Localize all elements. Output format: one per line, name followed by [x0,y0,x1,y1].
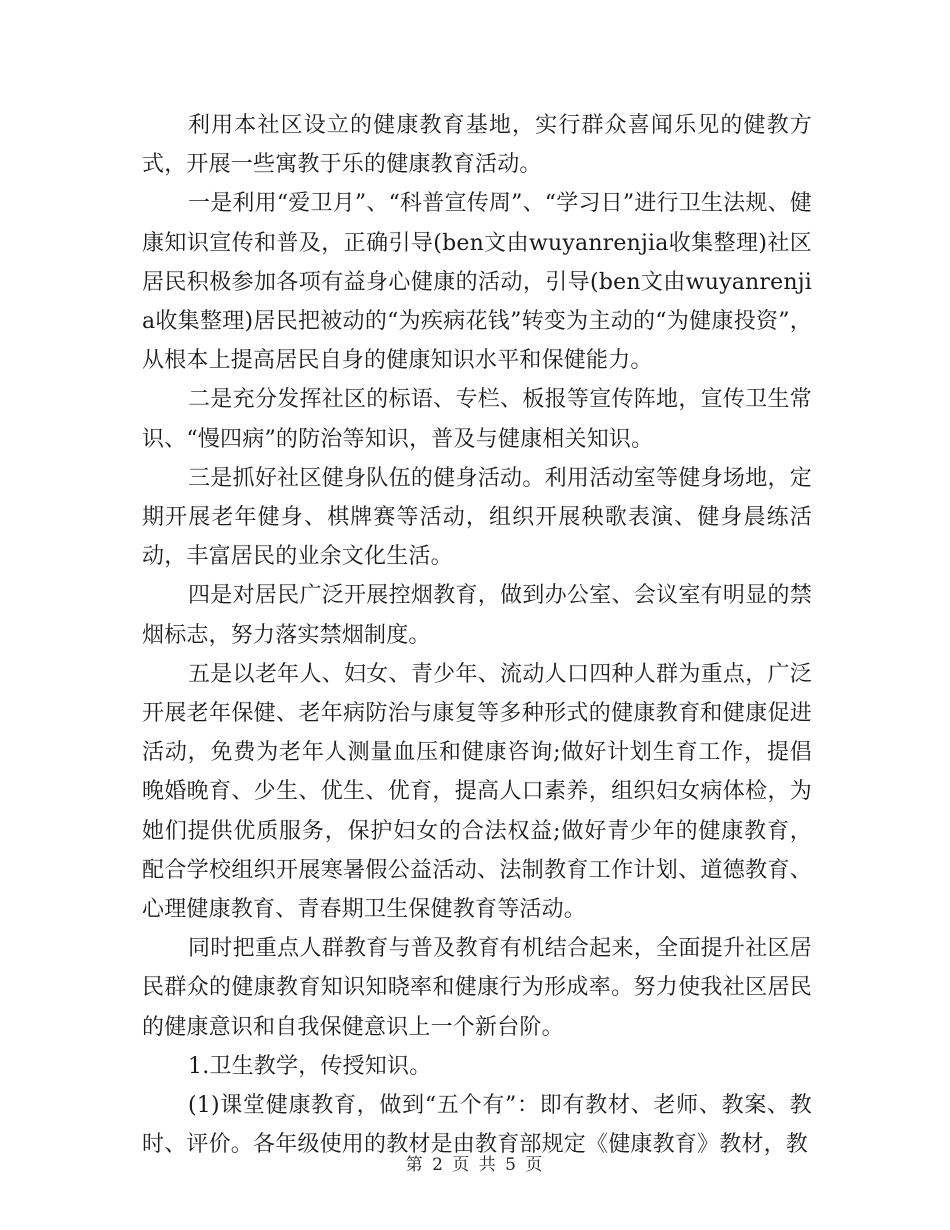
paragraph-6: 五是以老年人、妇女、青少年、流动人口四种人群为重点，广泛开展老年保健、老年病防治与康复等多种形式的健康教育和健康促进活动，免费为老年人测量血压和健康咨询;做好计划生育工作，提倡晚婚晚育、少生、优生、优育，提高人口素养，组织妇女病体检，为她们提供优质服务，保护妇女的合法权益;做好青少年的健康教育，配合学校组织开展寒暑假公益活动、法制教育工作计划、道德教育、心理健康教育、青春期卫生保健教育等活动。 [142,661,812,923]
paragraph-4: 三是抓好社区健身队伍的健身活动。利用活动室等健身场地，定期开展老年健身、棋牌赛等活动，组织开展秧歌表演、健身晨练活动，丰富居民的业余文化生活。 [142,465,812,570]
paragraph-7: 同时把重点人群教育与普及教育有机结合起来，全面提升社区居民群众的健康教育知识知晓率和健康行为形成率。努力使我社区居民的健康意识和自我保健意识上一个新台阶。 [142,936,812,1040]
paragraph-3: 二是充分发挥社区的标语、专栏、板报等宣传阵地，宣传卫生常识、“慢四病”的防治等知识，普及与健康相关知识。 [142,387,812,452]
document-body [142,106,812,1164]
paragraph-8: 1.卫生教学，传授知识。 [188,1053,432,1079]
paragraph-1: 利用本社区设立的健康教育基地，实行群众喜闻乐见的健教方式，开展一些寓教于乐的健康教育活动。 [142,113,812,178]
paragraph-2: 一是利用“爱卫月”、“科普宣传周”、“学习日”进行卫生法规、健康知识宣传和普及，正确引导(ben文由wuyanrenjia收集整理)社区居民积极参加各项有益身心健康的活动，引导(ben文由wuyanrenjia收集整理)居民把被动的“为疾病花钱”转变为主动的“为健康投资”，从根本上提高居民自身的健康知识水平和保健能力。 [142,191,812,374]
paragraph-9: (1)课堂健康教育，做到“五个有”：即有教材、老师、教案、教时、评价。各年级使用的教材是由教育部规定《健康教育》教材，教 [142,1093,812,1158]
paragraph-5: 四是对居民广泛开展控烟教育，做到办公室、会议室有明显的禁烟标志，努力落实禁烟制度。 [142,583,812,648]
page-number-footer: 第 2 页 共 5 页 [405,1155,545,1175]
